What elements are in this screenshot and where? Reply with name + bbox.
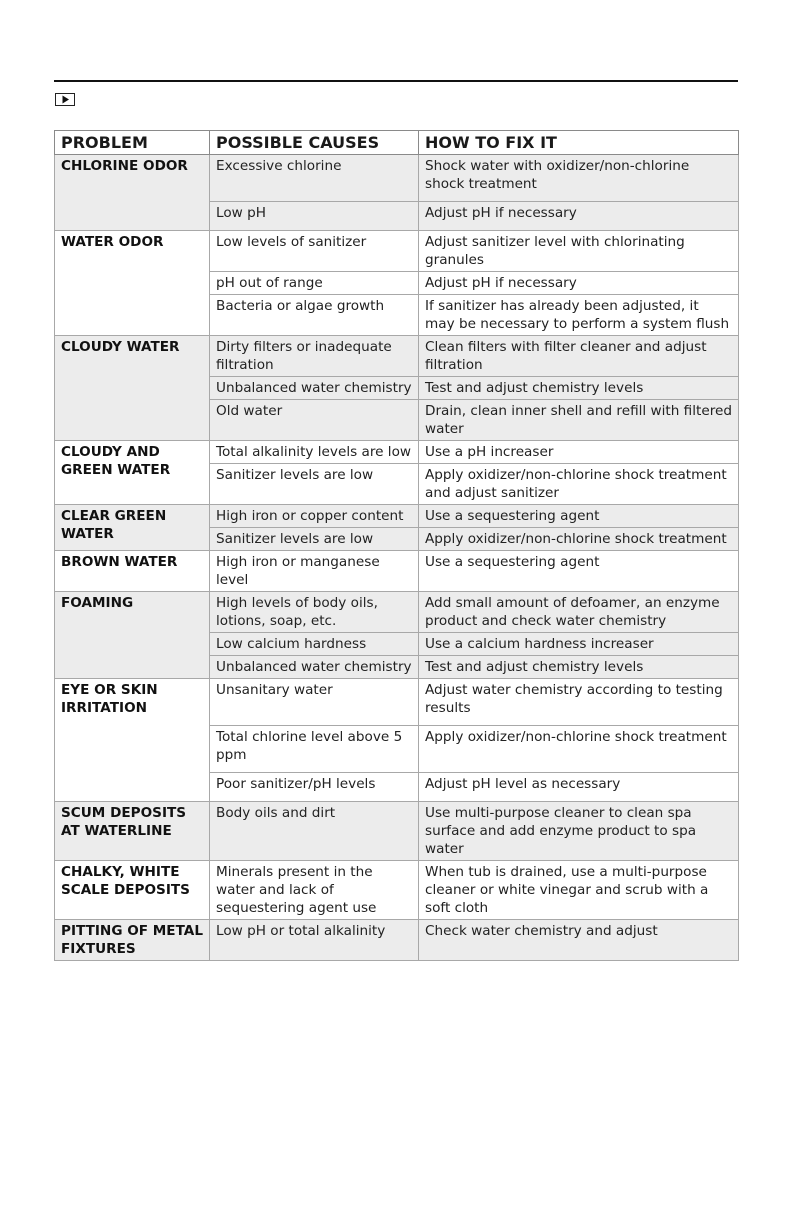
fix-cell: Adjust pH if necessary xyxy=(419,202,739,231)
cause-cell: Sanitizer levels are low xyxy=(210,528,419,551)
cause-cell: Unsanitary water xyxy=(210,679,419,726)
header-possible-causes: POSSIBLE CAUSES xyxy=(210,131,419,155)
table-row xyxy=(55,861,739,920)
fix-cell: Adjust water chemistry according to testing results xyxy=(419,679,739,726)
fix-cell: Use a pH increaser xyxy=(419,441,739,464)
cause-cell: High iron or manganese level xyxy=(210,551,419,592)
problem-cell: CHALKY, WHITE SCALE DEPOSITS xyxy=(55,861,210,920)
table-row xyxy=(55,920,739,961)
table-row xyxy=(55,802,739,861)
problem-cell: SCUM DEPOSITS AT WATERLINE xyxy=(55,802,210,861)
cause-cell: Excessive chlorine xyxy=(210,155,419,202)
problem-cell: EYE OR SKIN IRRITATION xyxy=(55,679,210,802)
header-problem: PROBLEM xyxy=(55,131,210,155)
table-row xyxy=(55,592,739,633)
cause-cell: Total alkalinity levels are low xyxy=(210,441,419,464)
cause-cell: Bacteria or algae growth xyxy=(210,295,419,336)
table-row xyxy=(55,155,739,202)
cause-cell: Low levels of sanitizer xyxy=(210,231,419,272)
fix-cell: Use multi-purpose cleaner to clean spa surface and add enzyme product to spa water xyxy=(419,802,739,861)
problem-group-foaming xyxy=(55,592,739,679)
cause-cell: Poor sanitizer/pH levels xyxy=(210,773,419,802)
fix-cell: Clean filters with filter cleaner and adjust filtration xyxy=(419,336,739,377)
fix-cell: Test and adjust chemistry levels xyxy=(419,377,739,400)
cause-cell: Low pH xyxy=(210,202,419,231)
fix-cell: Use a sequestering agent xyxy=(419,505,739,528)
fix-cell: Drain, clean inner shell and refill with filtered water xyxy=(419,400,739,441)
cause-cell: Low calcium hardness xyxy=(210,633,419,656)
fix-cell: Shock water with oxidizer/non-chlorine shock treatment xyxy=(419,155,739,202)
cause-cell: Body oils and dirt xyxy=(210,802,419,861)
troubleshooting-table xyxy=(54,130,739,961)
cause-cell: Unbalanced water chemistry xyxy=(210,377,419,400)
problem-cell: CLEAR GREEN WATER xyxy=(55,505,210,551)
problem-cell: CLOUDY WATER xyxy=(55,336,210,441)
problem-cell: CLOUDY AND GREEN WATER xyxy=(55,441,210,505)
cause-cell: Old water xyxy=(210,400,419,441)
fix-cell: Check water chemistry and adjust xyxy=(419,920,739,961)
problem-group-brown-water xyxy=(55,551,739,592)
cause-cell: High iron or copper content xyxy=(210,505,419,528)
problem-group-water-odor xyxy=(55,231,739,336)
header-how-to-fix: HOW TO FIX IT xyxy=(419,131,739,155)
fix-cell: Apply oxidizer/non-chlorine shock treatment xyxy=(419,528,739,551)
play-icon xyxy=(55,93,75,106)
fix-cell: Apply oxidizer/non-chlorine shock treatment xyxy=(419,726,739,773)
problem-group-pitting-of-metal-fixtures xyxy=(55,920,739,961)
problem-group-eye-or-skin-irritation xyxy=(55,679,739,802)
fix-cell: Apply oxidizer/non-chlorine shock treatment and adjust sanitizer xyxy=(419,464,739,505)
fix-cell: When tub is drained, use a multi-purpose cleaner or white vinegar and scrub with a soft cloth xyxy=(419,861,739,920)
fix-cell: Add small amount of defoamer, an enzyme product and check water chemistry xyxy=(419,592,739,633)
cause-cell: Low pH or total alkalinity xyxy=(210,920,419,961)
top-rule xyxy=(54,80,738,82)
cause-cell: Sanitizer levels are low xyxy=(210,464,419,505)
fix-cell: Use a calcium hardness increaser xyxy=(419,633,739,656)
cause-cell: Minerals present in the water and lack of sequestering agent use xyxy=(210,861,419,920)
fix-cell: If sanitizer has already been adjusted, it may be necessary to perform a system flush xyxy=(419,295,739,336)
fix-cell: Use a sequestering agent xyxy=(419,551,739,592)
fix-cell: Adjust pH if necessary xyxy=(419,272,739,295)
table-row xyxy=(55,231,739,272)
cause-cell: Unbalanced water chemistry xyxy=(210,656,419,679)
cause-cell: High levels of body oils, lotions, soap, etc. xyxy=(210,592,419,633)
fix-cell: Adjust pH level as necessary xyxy=(419,773,739,802)
problem-cell: WATER ODOR xyxy=(55,231,210,336)
cause-cell: Total chlorine level above 5 ppm xyxy=(210,726,419,773)
table-row xyxy=(55,679,739,726)
fix-cell: Test and adjust chemistry levels xyxy=(419,656,739,679)
problem-group-clear-green-water xyxy=(55,505,739,551)
table-row xyxy=(55,551,739,592)
table-row xyxy=(55,505,739,528)
problem-group-cloudy-and-green-water xyxy=(55,441,739,505)
problem-cell: FOAMING xyxy=(55,592,210,679)
problem-group-cloudy-water xyxy=(55,336,739,441)
table-row xyxy=(55,441,739,464)
cause-cell: Dirty filters or inadequate filtration xyxy=(210,336,419,377)
problem-group-scum-deposits xyxy=(55,802,739,861)
problem-cell: CHLORINE ODOR xyxy=(55,155,210,231)
problem-cell: PITTING OF METAL FIXTURES xyxy=(55,920,210,961)
table-header-row xyxy=(55,131,739,155)
table-row xyxy=(55,336,739,377)
problem-group-chalky-white-scale-deposits xyxy=(55,861,739,920)
problem-group-chlorine-odor xyxy=(55,155,739,231)
problem-cell: BROWN WATER xyxy=(55,551,210,592)
fix-cell: Adjust sanitizer level with chlorinating granules xyxy=(419,231,739,272)
cause-cell: pH out of range xyxy=(210,272,419,295)
